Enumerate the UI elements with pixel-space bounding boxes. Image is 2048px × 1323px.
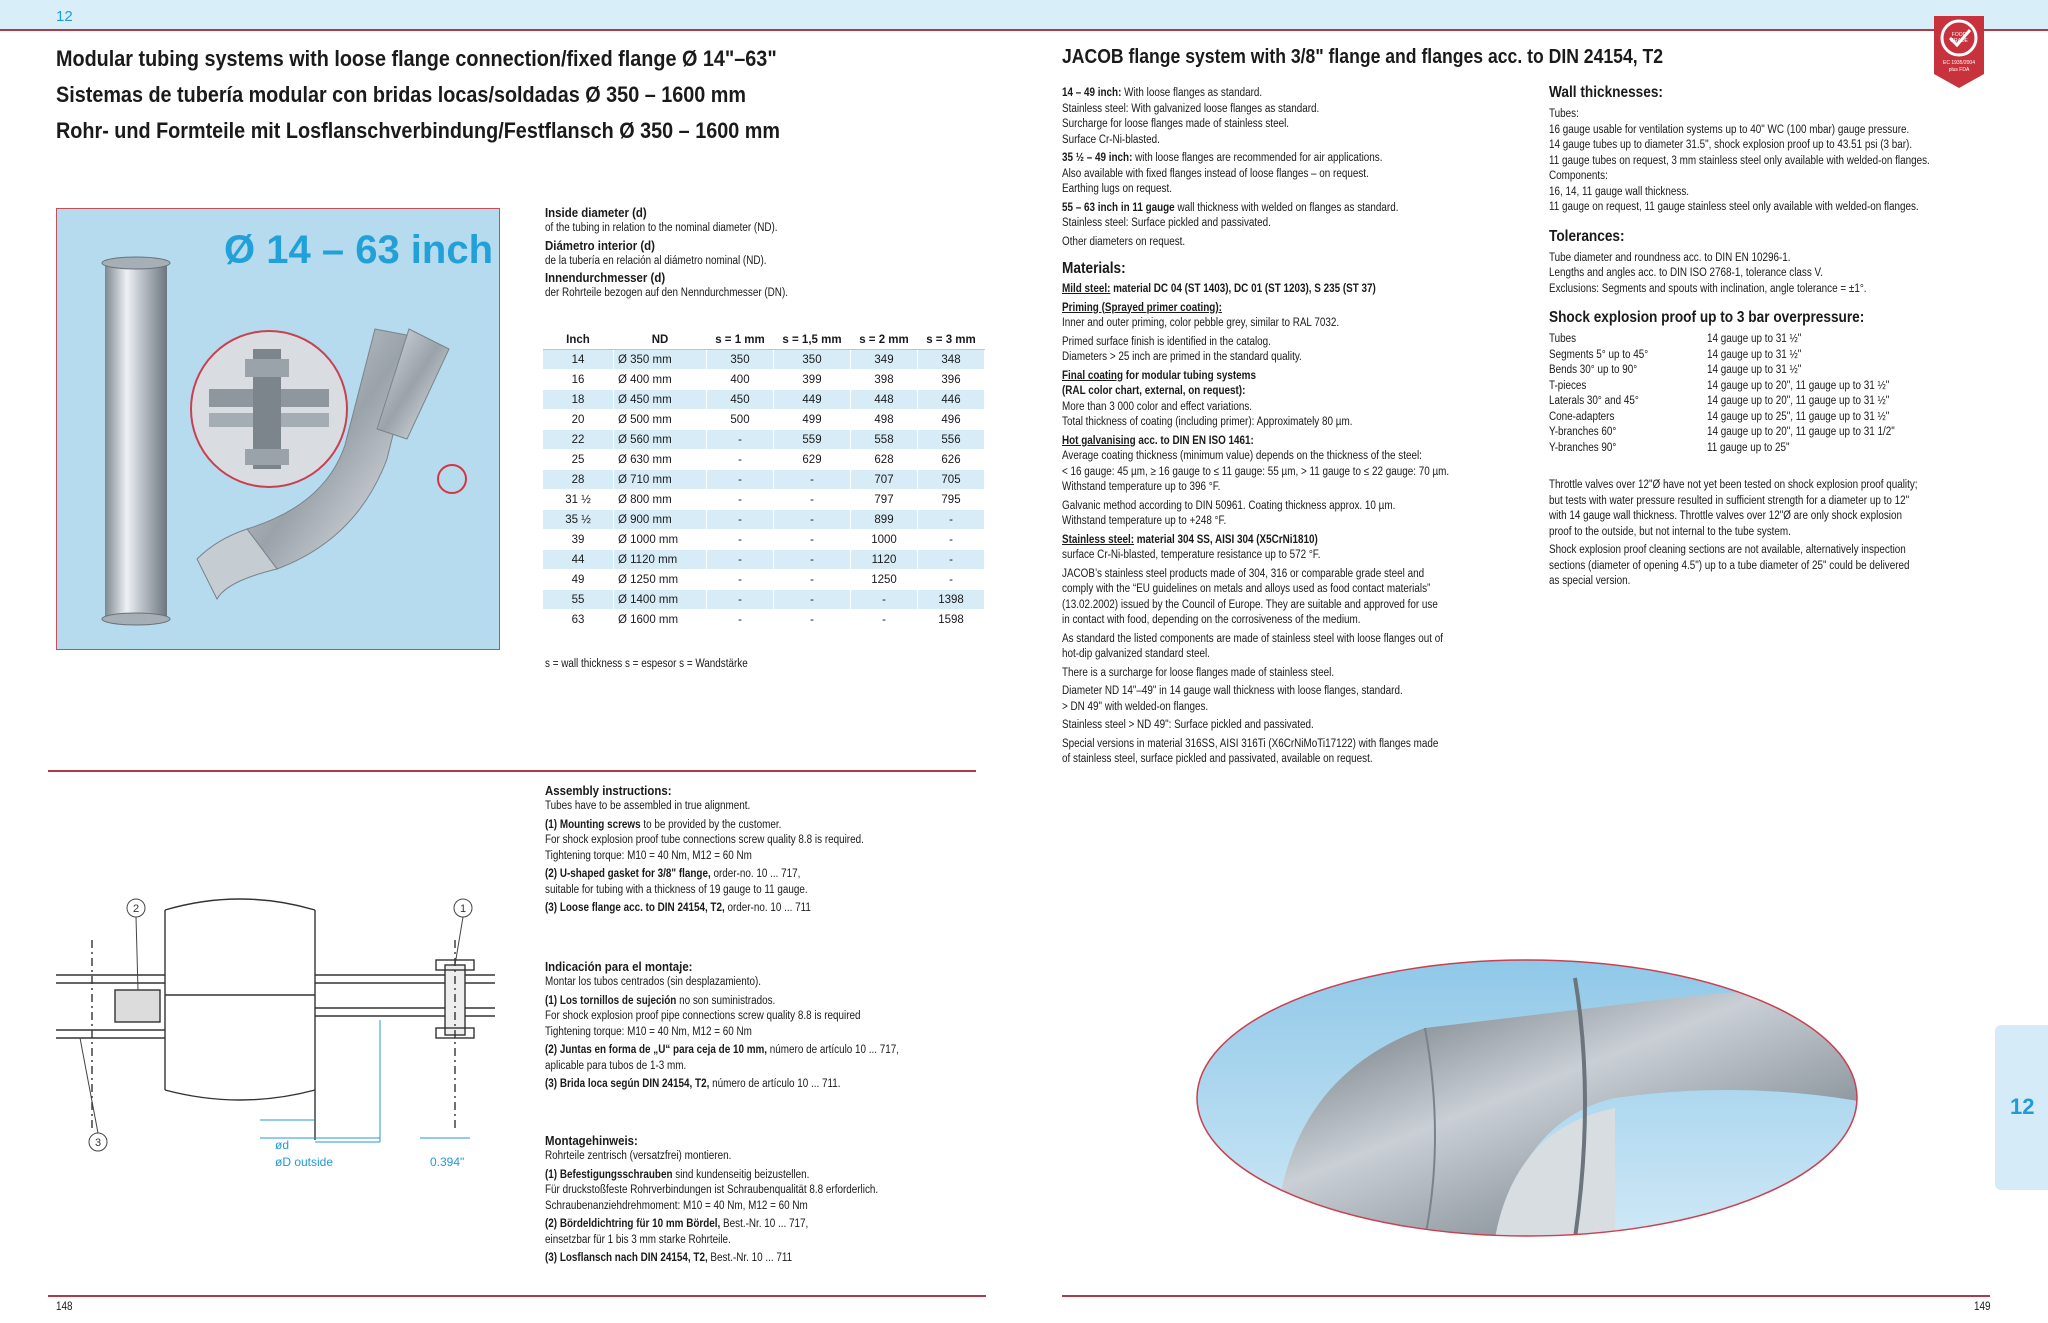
table-cell: -: [918, 510, 985, 530]
chapter-number: 12: [56, 8, 73, 25]
table-cell: -: [707, 570, 774, 590]
shock-item-part: T-pieces: [1549, 379, 1587, 392]
chapter-side-tab-number: 12: [2010, 1094, 2035, 1119]
mid-p4: Other diameters on request.: [1062, 235, 1186, 248]
table-cell: -: [774, 490, 851, 510]
top-rule: [0, 29, 2048, 31]
throttle-l1: Throttle valves over 12"Ø have not yet been tested on shock explosion proof quality;: [1549, 479, 1918, 491]
table-cell: -: [707, 470, 774, 490]
table-header-cell: Inch: [543, 330, 614, 350]
table-cell: -: [774, 590, 851, 610]
table-cell: 396: [918, 370, 985, 390]
tolerance-1: Tube diameter and roundness acc. to DIN EN 10296-1.: [1549, 251, 1791, 264]
stainless-nd-note: Stainless steel > ND 49": Surface pickled and passivated.: [1062, 719, 1314, 731]
table-header-cell: ND: [614, 330, 707, 350]
table-cell: 350: [707, 350, 774, 370]
assembly-en-item2-bold: (2) U-shaped gasket for 3/8" flange,: [545, 868, 711, 880]
def-en-text: of the tubing in relation to the nominal diameter (ND).: [545, 222, 778, 234]
table-row: [543, 410, 985, 430]
special-versions-l2: of stainless steel, surface pickled and passivated, available on request.: [1062, 753, 1373, 765]
table-cell: 28: [543, 470, 614, 490]
table-cell: 350: [774, 350, 851, 370]
table-header-cell: s = 2 mm: [851, 330, 918, 350]
def-es-heading: Diámetro interior (d): [545, 237, 655, 253]
tolerances-title: Tolerances:: [1549, 227, 1625, 245]
table-cell: 349: [851, 350, 918, 370]
tolerance-2: Lengths and angles acc. to DIN ISO 2768-1, tolerance class V.: [1549, 267, 1823, 279]
assembly-en-item1: to be provided by the customer.: [640, 818, 782, 831]
table-row: [543, 350, 985, 370]
table-cell: -: [774, 570, 851, 590]
table-cell: 39: [543, 530, 614, 550]
final-coating-heading: Final coating: [1062, 369, 1123, 382]
footer-rule-left: [48, 1295, 986, 1297]
hot-galv-l2: < 16 gauge: 45 µm, ≥ 16 gauge to ≤ 11 gauge: 55 µm, > 11 gauge to ≤ 22 gauge: 70 µm.: [1062, 465, 1450, 478]
hero-diameter-label: Ø 14 – 63 inch: [224, 228, 494, 272]
table-header-cell: s = 1,5 mm: [774, 330, 851, 350]
shock-item-part: Y-branches 90°: [1549, 441, 1617, 454]
assembly-es-item3: número de artículo 10 ... 711.: [709, 1078, 841, 1090]
priming-heading: Priming (Sprayed primer coating):: [1062, 301, 1222, 314]
table-cell: Ø 630 mm: [614, 450, 707, 470]
def-de-heading: Innendurchmesser (d): [545, 270, 666, 285]
inside-diameter-label: ød: [275, 1138, 290, 1152]
wall-line-6: 16, 14, 11 gauge wall thickness.: [1549, 185, 1690, 198]
table-cell: Ø 450 mm: [614, 390, 707, 410]
assembly-de-intro: Rohrteile zentrisch (versatzfrei) montieren.: [545, 1150, 732, 1162]
right-page-title: JACOB flange system with 3/8" flange and flanges acc. to DIN 24154, T2: [1062, 46, 1664, 68]
table-cell: 705: [918, 470, 985, 490]
surcharge-note: There is a surcharge for loose flanges made of stainless steel.: [1062, 666, 1335, 679]
table-cell: 629: [774, 450, 851, 470]
table-row: [543, 530, 985, 550]
flange-connection-diagram: [50, 880, 520, 1180]
diameter-note-l1: Diameter ND 14"–49" in 14 gauge wall thickness with loose flanges, standard.: [1062, 685, 1403, 697]
priming-text: Inner and outer priming, color pebble grey, similar to RAL 7032.: [1062, 317, 1340, 329]
table-cell: 14: [543, 350, 614, 370]
table-cell: -: [707, 430, 774, 450]
assembly-es-item2: número de artículo 10 ... 717,: [767, 1044, 900, 1056]
cleaning-l2: sections (diameter of opening 4.5") up to a tube diameter of 25" could be delivered: [1549, 559, 1910, 572]
spec-table-wrap: [543, 330, 985, 630]
shock-item-limit: 14 gauge up to 20", 11 gauge up to 31 1/2": [1707, 426, 1895, 438]
mid-p2-line3: Earthing lugs on request.: [1062, 183, 1172, 195]
assembly-es-item1-line3: Tightening torque: M10 = 40 Nm, M12 = 60 Nm: [545, 1025, 752, 1038]
badge-line3: EC 1935/2004: [1943, 60, 1975, 66]
assembly-de-item3: Best.-Nr. 10 ... 711: [707, 1252, 793, 1264]
table-row: [543, 510, 985, 530]
primed-text-1: Primed surface finish is identified in the catalog.: [1062, 335, 1271, 348]
wall-line-2: 16 gauge usable for ventilation systems up to 40" WC (100 mbar) gauge pressure.: [1549, 123, 1910, 136]
assembly-en-item2: order-no. 10 ... 717,: [710, 868, 801, 880]
food-contact-l4: in contact with food, depending on the corrosiveness of the medium.: [1062, 614, 1361, 626]
page-number-right: 149: [1974, 1301, 1991, 1313]
table-cell: 558: [851, 430, 918, 450]
table-cell: Ø 350 mm: [614, 350, 707, 370]
table-cell: -: [774, 530, 851, 550]
list-item: [1549, 441, 1989, 457]
table-cell: 55: [543, 590, 614, 610]
table-cell: -: [774, 470, 851, 490]
table-cell: -: [707, 510, 774, 530]
table-cell: 556: [918, 430, 985, 450]
assembly-es-title: Indicación para el montaje:: [545, 959, 693, 974]
outside-diameter-label: øD outside: [275, 1155, 334, 1169]
food-grade-badge: [1926, 12, 1992, 90]
diameter-note-l2: > DN 49" with welded-on flanges.: [1062, 700, 1209, 713]
shock-explosion-title: Shock explosion proof up to 3 bar overpressure:: [1549, 309, 1865, 326]
def-en-heading: Inside diameter (d): [545, 205, 647, 220]
table-cell: 500: [707, 410, 774, 430]
table-cell: 559: [774, 430, 851, 450]
shock-item-limit: 14 gauge up to 20", 11 gauge up to 31 ½": [1707, 395, 1890, 407]
table-cell: 797: [851, 490, 918, 510]
title-english: Modular tubing systems with loose flange connection/fixed flange Ø 14"–63": [56, 46, 777, 71]
table-row: [543, 610, 985, 630]
assembly-de-item1-bold: (1) Befestigungsschrauben: [545, 1168, 673, 1181]
assembly-en-item1-line3: Tightening torque: M10 = 40 Nm, M12 = 60 Nm: [545, 849, 752, 862]
assembly-de-item2: Best.-Nr. 10 ... 717,: [720, 1218, 809, 1230]
list-item: [1549, 410, 1989, 426]
table-cell: 1120: [851, 550, 918, 570]
shock-explosion-list: [1549, 332, 1989, 456]
cleaning-l3: as special version.: [1549, 575, 1631, 587]
table-footnote: s = wall thickness s = espesor s = Wandstärke: [545, 658, 748, 670]
assembly-de-item1: sind kundenseitig beizustellen.: [672, 1168, 810, 1181]
stainless-material: material 304 SS, AISI 304 (X5CrNi1810): [1134, 533, 1318, 546]
table-cell: -: [774, 610, 851, 630]
assembly-es: [545, 958, 957, 1093]
tolerance-3: Exclusions: Segments and spouts with inclination, angle tolerance = ±1°.: [1549, 282, 1867, 295]
badge-line2: GRADE: [1950, 38, 1968, 44]
table-cell: 348: [918, 350, 985, 370]
table-cell: -: [707, 450, 774, 470]
assembly-en-item1-bold: (1) Mounting screws: [545, 818, 641, 831]
bend-product-image: [1195, 958, 1859, 1238]
table-row: [543, 370, 985, 390]
throttle-l3: with 14 gauge wall thickness. Throttle valves over 12"Ø are only shock explosion: [1549, 510, 1902, 522]
primed-text-2: Diameters > 25 inch are primed in the standard quality.: [1062, 351, 1302, 363]
wall-line-3: 14 gauge tubes up to diameter 31.5", shock explosion proof up to 43.51 psi (3 bar).: [1549, 139, 1913, 151]
final-coating-l1: More than 3 000 color and effect variations.: [1062, 400, 1253, 413]
table-cell: -: [707, 590, 774, 610]
table-cell: -: [918, 550, 985, 570]
list-item: [1549, 348, 1989, 364]
table-cell: 499: [774, 410, 851, 430]
dimension-label: 0.394": [430, 1155, 465, 1169]
table-row: [543, 570, 985, 590]
shock-item-part: Bends 30° up to 90°: [1549, 364, 1638, 376]
mid-p2-bold: 35 ½ – 49 inch:: [1062, 152, 1133, 164]
shock-item-limit: 14 gauge up to 31 ½": [1707, 348, 1802, 361]
table-row: [543, 490, 985, 510]
shock-item-part: Tubes: [1549, 333, 1577, 345]
list-item: [1549, 332, 1989, 348]
special-versions-l1: Special versions in material 316SS, AISI 316Ti (X6CrNiMoTi17122) with flanges made: [1062, 737, 1439, 750]
shock-item-part: Laterals 30° and 45°: [1549, 395, 1639, 407]
shock-item-part: Segments 5° up to 45°: [1549, 348, 1649, 361]
table-cell: 795: [918, 490, 985, 510]
table-cell: 449: [774, 390, 851, 410]
table-cell: -: [774, 550, 851, 570]
callout-3: 3: [94, 1137, 102, 1149]
table-cell: Ø 710 mm: [614, 470, 707, 490]
list-item: [1549, 394, 1989, 410]
hot-galv-heading: Hot galvanising: [1062, 434, 1136, 447]
throttle-l4: proof to the outside, but not internal to the tube system.: [1549, 525, 1791, 538]
assembly-de-item3-bold: (3) Losflansch nach DIN 24154, T2,: [545, 1252, 708, 1264]
top-bar: [0, 0, 2048, 30]
assembly-de-item2-line2: einsetzbar für 1 bis 3 mm starke Rohrteile.: [545, 1233, 731, 1246]
final-coating-suffix: for modular tubing systems: [1122, 369, 1256, 382]
table-cell: 31 ½: [543, 490, 614, 510]
section-divider: [48, 770, 976, 772]
table-cell: 626: [918, 450, 985, 470]
table-cell: Ø 560 mm: [614, 430, 707, 450]
table-cell: Ø 400 mm: [614, 370, 707, 390]
mid-p1: With loose flanges as standard.: [1121, 87, 1263, 99]
assembly-en-item1-line2: For shock explosion proof tube connections screw quality 8.8 is required.: [545, 834, 864, 846]
list-item: [1549, 363, 1989, 379]
diameter-table: [543, 330, 985, 630]
shock-item-limit: 14 gauge up to 25", 11 gauge up to 31 ½": [1707, 410, 1890, 423]
tubing-illustration: [57, 209, 499, 649]
mid-p2: with loose flanges are recommended for air applications.: [1132, 152, 1383, 164]
table-cell: -: [707, 550, 774, 570]
table-cell: 399: [774, 370, 851, 390]
mid-p3: wall thickness with welded on flanges as standard.: [1174, 201, 1399, 214]
mid-p2-line2: Also available with fixed flanges instead of loose flanges – on request.: [1062, 167, 1369, 180]
table-cell: 1250: [851, 570, 918, 590]
table-header-row: [543, 330, 985, 350]
stainless-heading: Stainless steel:: [1062, 533, 1135, 546]
table-cell: 22: [543, 430, 614, 450]
final-coating-l2: Total thickness of coating (including primer): Approximately 80 µm.: [1062, 416, 1353, 428]
table-cell: Ø 1000 mm: [614, 530, 707, 550]
hot-galv-suffix: acc. to DIN EN ISO 1461:: [1135, 434, 1254, 447]
galvanic-l1: Galvanic method according to DIN 50961. Coating thickness approx. 10 µm.: [1062, 499, 1396, 512]
table-cell: Ø 500 mm: [614, 410, 707, 430]
galvanic-l2: Withstand temperature up to +248 °F.: [1062, 515, 1227, 527]
table-cell: -: [707, 490, 774, 510]
table-header-cell: s = 1 mm: [707, 330, 774, 350]
table-cell: -: [918, 570, 985, 590]
callout-1: 1: [459, 903, 467, 915]
table-row: [543, 470, 985, 490]
assembly-en-item3-bold: (3) Loose flange acc. to DIN 24154, T2,: [545, 902, 725, 914]
throttle-l2: but tests with water pressure resulted in sufficient strength for a diameter up to 12": [1549, 494, 1910, 507]
title-german: Rohr- und Formteile mit Losflanschverbindung/Festflansch Ø 350 – 1600 mm: [56, 118, 780, 143]
table-row: [543, 390, 985, 410]
table-cell: 498: [851, 410, 918, 430]
table-cell: -: [707, 610, 774, 630]
hot-galv-l3: Withstand temperature up to 396 °F.: [1062, 481, 1221, 493]
def-es-text: de la tubería en relación al diámetro nominal (ND).: [545, 254, 767, 267]
materials-title: Materials:: [1062, 260, 1126, 277]
assembly-es-item1-line2: For shock explosion proof pipe connections screw quality 8.8 is required: [545, 1010, 861, 1022]
table-cell: -: [918, 530, 985, 550]
footer-rule-right: [1062, 1295, 1990, 1297]
tubing-product-image: [56, 208, 500, 650]
badge-line4: plus FDA: [1948, 67, 1970, 73]
specs-column: [1549, 84, 1989, 590]
standard-l1: As standard the listed components are made of stainless steel with loose flanges out of: [1062, 632, 1443, 645]
wall-tubes-label: Tubes:: [1549, 108, 1579, 120]
shock-item-limit: 11 gauge up to 25": [1707, 441, 1790, 454]
title-spanish: Sistemas de tubería modular con bridas locas/soldadas Ø 350 – 1600 mm: [56, 82, 746, 107]
shock-item-limit: 14 gauge up to 31 ½": [1707, 333, 1802, 345]
assembly-de-title: Montagehinweis:: [545, 1133, 638, 1148]
table-row: [543, 430, 985, 450]
table-cell: 899: [851, 510, 918, 530]
shock-item-limit: 14 gauge up to 31 ½": [1707, 364, 1802, 376]
assembly-es-item1: no son suministrados.: [676, 994, 776, 1007]
table-cell: 628: [851, 450, 918, 470]
table-cell: 1000: [851, 530, 918, 550]
shock-item-part: Y-branches 60°: [1549, 426, 1617, 438]
mid-p1-line2: Stainless steel: With galvanized loose flanges as standard.: [1062, 102, 1320, 115]
table-cell: 1598: [918, 610, 985, 630]
stainless-l1: surface Cr-Ni-blasted, temperature resistance up to 572 °F.: [1062, 549, 1321, 561]
assembly-es-item2-line2: aplicable para tubos de 1-3 mm.: [545, 1059, 687, 1072]
assembly-de: [545, 1132, 932, 1267]
assembly-de-item1-line2: Für druckstoßfeste Rohrverbindungen ist Schraubenqualität 8.8 erforderlich.: [545, 1184, 879, 1196]
table-cell: Ø 1250 mm: [614, 570, 707, 590]
table-cell: 18: [543, 390, 614, 410]
table-cell: -: [707, 530, 774, 550]
wall-line-7: 11 gauge on request, 11 gauge stainless steel only available with welded-on flanges.: [1549, 201, 1919, 213]
hot-galv-l1: Average coating thickness (minimum value) depends on the thickness of the steel:: [1062, 450, 1422, 462]
assembly-de-item1-line3: Schraubenanziehdrehmoment: M10 = 40 Nm, M12 = 60 Nm: [545, 1199, 808, 1212]
standard-l2: hot-dip galvanized standard steel.: [1062, 648, 1210, 660]
table-cell: 496: [918, 410, 985, 430]
mid-p3-bold: 55 – 63 inch in 11 gauge: [1062, 201, 1175, 214]
table-cell: 446: [918, 390, 985, 410]
diameter-definitions: [545, 204, 828, 302]
table-cell: 20: [543, 410, 614, 430]
list-item: [1549, 425, 1989, 441]
assembly-es-item1-bold: (1) Los tornillos de sujeción: [545, 994, 677, 1007]
final-coating-sub: (RAL color chart, external, on request):: [1062, 385, 1246, 397]
assembly-de-item2-bold: (2) Bördeldichtring für 10 mm Bördel,: [545, 1218, 721, 1230]
table-cell: 16: [543, 370, 614, 390]
table-cell: Ø 800 mm: [614, 490, 707, 510]
food-contact-l1: JACOB’s stainless steel products made of 304, 316 or comparable grade steel and: [1062, 567, 1425, 580]
table-cell: 398: [851, 370, 918, 390]
page-number-left: 148: [56, 1301, 73, 1313]
cleaning-l1: Shock explosion proof cleaning sections are not available, alternatively inspection: [1549, 544, 1906, 556]
table-cell: Ø 900 mm: [614, 510, 707, 530]
shock-item-part: Cone-adapters: [1549, 410, 1615, 423]
table-cell: 49: [543, 570, 614, 590]
table-row: [543, 450, 985, 470]
table-cell: 707: [851, 470, 918, 490]
table-cell: 35 ½: [543, 510, 614, 530]
flange-system-column: [1062, 86, 1512, 768]
table-header-cell: s = 3 mm: [918, 330, 985, 350]
mid-p1-bold: 14 – 49 inch:: [1062, 87, 1122, 99]
table-cell: Ø 1600 mm: [614, 610, 707, 630]
table-cell: 400: [707, 370, 774, 390]
mild-steel-material: material DC 04 (ST 1403), DC 01 (ST 1203), S 235 (ST 37): [1110, 283, 1376, 295]
mid-p3-line2: Stainless steel: Surface pickled and passivated.: [1062, 217, 1271, 229]
shock-item-limit: 14 gauge up to 20", 11 gauge up to 31 ½": [1707, 379, 1890, 392]
assembly-es-item3-bold: (3) Brida loca según DIN 24154, T2,: [545, 1078, 710, 1090]
table-row: [543, 550, 985, 570]
def-de-text: der Rohrteile bezogen auf den Nenndurchmesser (DN).: [545, 287, 788, 299]
assembly-en: [545, 782, 916, 917]
assembly-en-item2-line2: suitable for tubing with a thickness of 19 gauge to 11 gauge.: [545, 883, 808, 896]
table-cell: 44: [543, 550, 614, 570]
table-cell: -: [851, 610, 918, 630]
table-cell: 25: [543, 450, 614, 470]
table-cell: Ø 1120 mm: [614, 550, 707, 570]
table-cell: 1398: [918, 590, 985, 610]
table-cell: -: [774, 510, 851, 530]
table-cell: 448: [851, 390, 918, 410]
assembly-es-intro: Montar los tubos centrados (sin desplazamiento).: [545, 976, 762, 988]
assembly-en-intro: Tubes have to be assembled in true alignment.: [545, 800, 751, 812]
mid-p1-line4: Surface Cr-Ni-blasted.: [1062, 133, 1160, 146]
badge-line1: FOOD: [1951, 32, 1967, 38]
wall-line-4: 11 gauge tubes on request, 3 mm stainless steel only available with welded-on flanges.: [1549, 154, 1930, 167]
mild-steel-heading: Mild steel:: [1062, 283, 1111, 295]
mid-p1-line3: Surcharge for loose flanges made of stainless steel.: [1062, 118, 1290, 130]
table-cell: -: [851, 590, 918, 610]
wall-thickness-title: Wall thicknesses:: [1549, 84, 1663, 101]
table-cell: 450: [707, 390, 774, 410]
assembly-es-item2-bold: (2) Juntas en forma de „U“ para ceja de 10 mm,: [545, 1044, 768, 1056]
assembly-en-title: Assembly instructions:: [545, 783, 672, 798]
table-row: [543, 590, 985, 610]
food-contact-l2: comply with the “EU guidelines on metals and alloys used as food contact materials”: [1062, 583, 1431, 595]
table-cell: 63: [543, 610, 614, 630]
wall-components-label: Components:: [1549, 170, 1608, 182]
callout-2: 2: [132, 903, 140, 915]
food-contact-l3: (13.02.2002) issued by the Council of Europe. They are suitable and approved for use: [1062, 598, 1438, 611]
assembly-en-item3: order-no. 10 ... 711: [724, 902, 811, 914]
list-item: [1549, 379, 1989, 395]
table-cell: Ø 1400 mm: [614, 590, 707, 610]
